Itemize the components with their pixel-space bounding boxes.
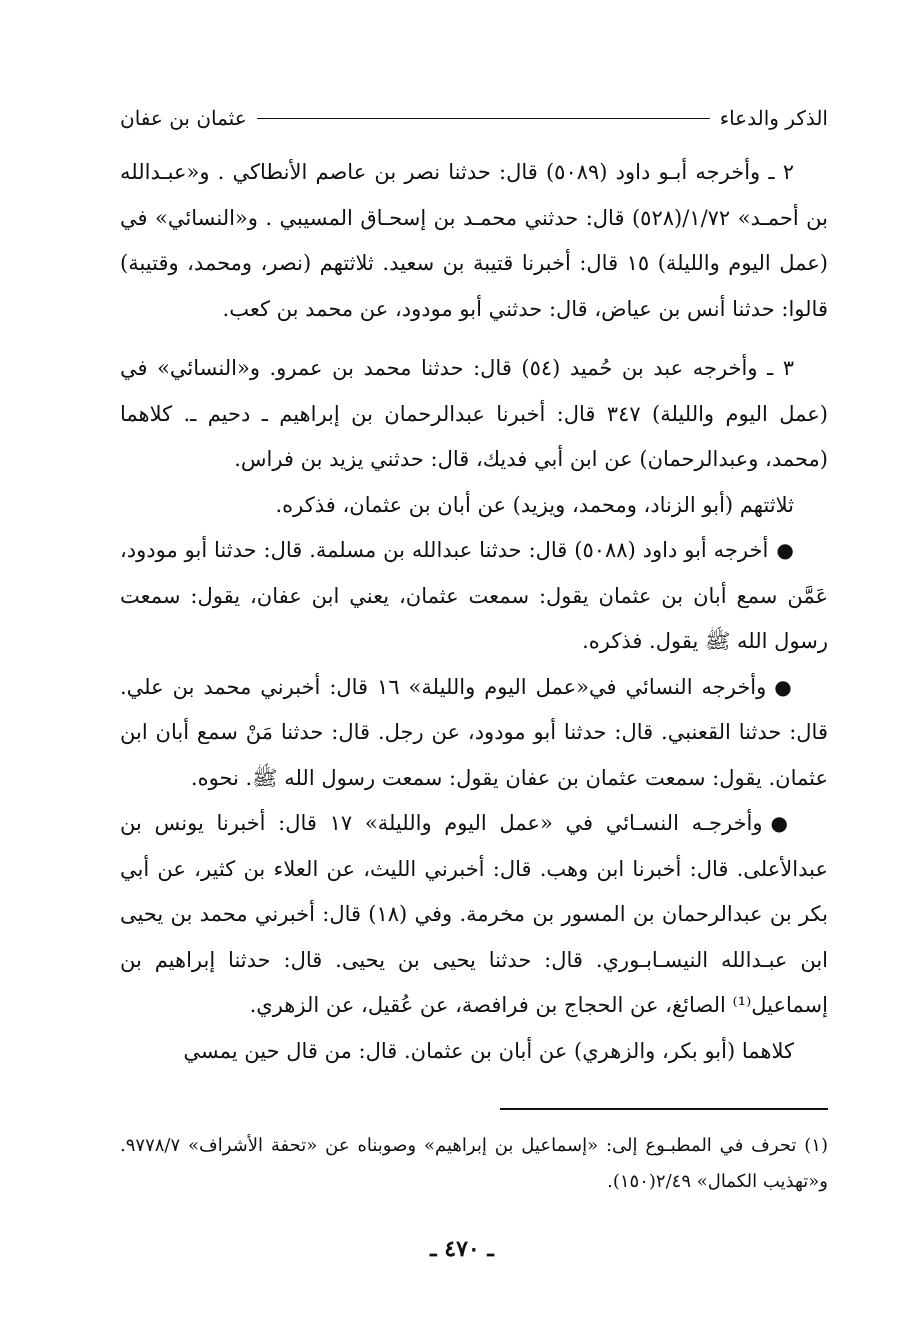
footnote: (١) تحرف في المطبـوع إلى: «إسماعيل بن إبراهيم» وصوبناه عن «تحفة الأشراف» ٩٧٧٨/٧. و«تهذيب الكمال» ٢/٤٩(١٥٠).	[120, 1135, 828, 1192]
paragraph: كلاهما (أبو بكر، والزهري) عن أبان بن عثمان. قال: من قال حين يمسي	[183, 1038, 794, 1063]
page-number: ـ ٤٧٠ ـ	[430, 1236, 494, 1262]
main-text	[120, 150, 828, 1074]
bullet-icon: ●	[776, 538, 794, 562]
bullet-icon: ●	[774, 674, 795, 699]
chapter-title: عثمان بن عفان	[120, 106, 247, 130]
section-title: الذكر والدعاء	[719, 106, 828, 130]
paragraph: ●وأخرجه النسائي في«عمل اليوم والليلة» ١٦ قال: أخبرني محمد بن علي. قال: حدثنا القعنبي. قال: حدثنا أبو مودود، عن رجل. قال: حدثنا مَنْ سمع أبان ابن عثمان. يقول: سمعت عثمان بن عفان يقول: سمعت رسول الله ﷺ. نحوه.	[120, 674, 828, 790]
footnote-rule	[500, 1108, 828, 1110]
header-rule	[257, 118, 710, 119]
running-header	[120, 100, 828, 136]
paragraph: ●وأخرجـه النسـائي في «عمل اليوم والليلة» ١٧ قال: أخبرنا يونس بن عبدالأعلى. قال: أخبرنا ابن وهب. قال: أخبرني الليث، عن العلاء بن كثير، عن أبي بكر بن عبدالرحمان بن المسور بن مخرمة. وفي (١٨) قال: أخبرني محمد بن يحيى ابن عبـدالله النيسـابـوري. قال: حدثنا يحيى بن يحيى. قال: حدثنا إبراهيم بن إسماعيل⁽¹⁾ الصائغ، عن الحجاج بن فرافصة، عن عُقيل، عن الزهري.	[120, 811, 828, 1017]
paragraph: ثلاثتهم (أبو الزناد، ومحمد، ويزيد) عن أبان بن عثمان، فذكره.	[275, 492, 794, 517]
bullet-icon: ●	[770, 811, 794, 835]
paragraph: ٢ ـ وأخرجه أبـو داود (٥٠٨٩) قال: حدثنا نصر بن عاصم الأنطاكي . و«عبـدالله بن أحمـد» ١/٧٢/(٥٢٨) قال: حدثني محمـد بن إسحـاق المسيبي . و«النسائي» في (عمل اليوم والليلة) ١٥ قال: أخبرنا قتيبة بن سعيد. ثلاثتهم (نصر، ومحمد، وقتيبة) قالوا: حدثنا أنس بن عياض، قال: حدثني أبو مودود، عن محمد بن كعب.	[120, 160, 828, 321]
paragraph: ٣ ـ وأخرجه عبد بن حُميد (٥٤) قال: حدثنا محمد بن عمرو. و«النسائي» في (عمل اليوم والليلة) ٣٤٧ قال: أخبرنا عبدالرحمان بن إبراهيم ـ دحيم ـ. كلاهما (محمد، وعبدالرحمان) عن ابن أبي فديك، قال: حدثني يزيد بن فراس.	[120, 356, 828, 471]
paragraph: ●أخرجه أبو داود (٥٠٨٨) قال: حدثنا عبدالله بن مسلمة. قال: حدثنا أبو مودود، عَمَّن سمع أبان بن عثمان يقول: سمعت عثمان، يعني ابن عفان، يقول: سمعت رسول الله ﷺ يقول. فذكره.	[120, 538, 828, 653]
footnotes	[120, 1128, 828, 1200]
